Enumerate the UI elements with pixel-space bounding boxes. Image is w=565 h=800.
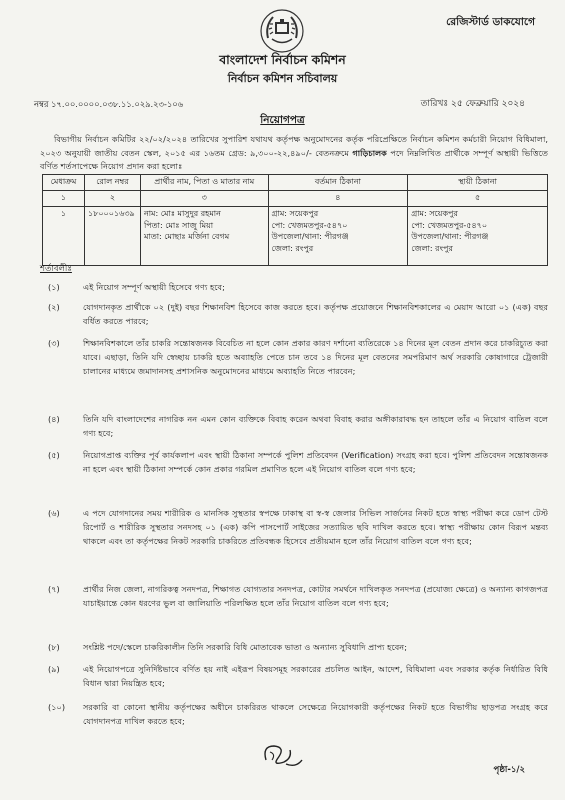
intro-text: বিভাগীয় নির্বাচন কমিটির ২২/০২/২০২৪ তারিখের সুপারিশ যথাযথ কর্তৃপক্ষ অনুমোদনের কর্তৃক পরিপ্রেক্ষিতে নির্বাচন কমিশন কর্মচারী নিয়োগ বিধিমালা, ২০২৩ অনুযায়ী জাতীয় বেতন স্কেল, ২০১৫ এর ১৬তম গ্রেড: ৯,৩০০-২২,৪৯০/- xyxy=(40,134,548,158)
address-line: উপজেলা/থানা: পীরগঞ্জ xyxy=(271,232,349,241)
conditions-title: শর্তাবলীঃ xyxy=(40,264,72,274)
condition-text: নিয়োগপ্রাপ্ত ব্যক্তির পূর্ব কার্যকলাপ এবং স্থায়ী ঠিকানা সম্পর্কে পুলিশ প্রতিবেদন (Verification) সংগ্রহ করা হবে। পুলিশ প্রতিবেদন সন্তোষজনক না হলে এবং স্থায়ী ঠিকানা সম্পর্কে কোন প্রকার গরমিল প্রমাণিত হলে এই নিয়োগ বাতিল বলে গণ্য হবে; xyxy=(83,450,548,474)
condition-number: (৪) xyxy=(48,414,60,424)
condition-number: (১০) xyxy=(48,702,66,712)
condition-item xyxy=(48,582,548,610)
condition-item xyxy=(48,336,548,378)
address-line: জেলা: রংপুর xyxy=(411,243,453,253)
page-number: পৃষ্ঠা-১/২ xyxy=(493,765,525,775)
col-number: ২ xyxy=(84,191,140,207)
candidate-name: নাম: মোঃ মাসুদুর রহমান xyxy=(143,209,221,218)
signature-mark xyxy=(256,738,306,772)
father-name: পিতা: মোঃ সাজু মিয়া xyxy=(143,220,214,230)
post-name: গাড়িচালক xyxy=(352,147,387,158)
condition-number: (৮) xyxy=(48,642,60,652)
condition-text: এ পদে যোগদানের সময় শারীরিক ও মানসিক সুস্থতার স্বপক্ষে ঢাকাস্থ বা স্ব-স্ব জেলার সিভিল সার্জনের নিকট হতে স্বাস্থ্য পরীক্ষা করে ডোপ টেস্ট রিপোর্ট ও শারীরিক সুস্থতার সনদসহ ০১ (এক) কপি পাসপোর্ট সাইজের সত্যায়িত ছবি দাখিল করতে হবে। স্বাস্থ্য পরীক্ষায় কোন বিরূপ মন্তব্য থাকলে এবং তা কর্তৃপক্ষের নিকট সরকারি চাকরিতে প্রতিবন্ধক হিসেবে প্রতীয়মান হলে তাঁর নিয়োগ বাতিল বলে গণ্য হবে; xyxy=(83,508,548,546)
col-number: ৩ xyxy=(140,191,268,207)
condition-text: সরকারি বা কোনো স্থানীয় কর্তৃপক্ষের অধীনে চাকরিরত থাকলে সেক্ষেত্রে নিয়োগকারী কর্তৃপক্ষের নিকট হতে বিভাগীয় ছাড়পত্র সংগ্রহ করে যোগদানপত্র দাখিল করতে হবে; xyxy=(83,702,548,726)
condition-number: (৯) xyxy=(48,664,60,674)
condition-item xyxy=(48,662,548,690)
intro-paragraph xyxy=(40,133,548,174)
table-row xyxy=(43,207,548,266)
condition-number: (৭) xyxy=(48,584,60,594)
condition-text: এই নিয়োগ সম্পূর্ণ অস্থায়ী হিসেবে গণ্য হবে; xyxy=(83,282,225,292)
organization-name: বাংলাদেশ নির্বাচন কমিশন xyxy=(219,52,346,67)
address-line: জেলা: রংপুর xyxy=(271,243,314,253)
header-merit: মেধাক্রম xyxy=(43,175,85,191)
registered-post-label: রেজিস্টার্ড ডাকযোগে xyxy=(446,16,535,28)
condition-text: তিনি যদি বাংলাদেশের নাগরিক নন এমন কোন ব্যক্তিকে বিবাহ করেন অথবা বিবাহ করার অঙ্গীকারাবদ্ধ হন তাহলে তাঁর এ নিয়োগ বাতিল বলে গণ্য হবে; xyxy=(83,414,548,438)
permanent-address-cell xyxy=(408,207,548,266)
condition-text: প্রার্থীর নিজ জেলা, নাগরিকত্ব সনদপত্র, শিক্ষাগত যোগ্যতার সনদপত্র, কোটার সমর্থনে দাখিলকৃত সনদপত্র (প্রযোজ্য ক্ষেত্রে) ও অন্যান্য কাগজপত্র যাচাইয়ান্তে কোন ধরণের ভুল বা জালিয়াতি পরিলক্ষিত হলে তাঁর নিয়োগ বাতিল বলে গণ্য হবে; xyxy=(83,584,548,608)
mother-name: মাতা: মোছাঃ মর্জিনা বেগম xyxy=(143,232,230,241)
government-seal-icon xyxy=(259,8,305,54)
condition-item xyxy=(48,506,548,548)
condition-item xyxy=(48,700,548,728)
organization-subtitle: নির্বাচন কমিশন সচিবালয় xyxy=(227,72,338,85)
roll-cell: ১৮০০০১৬৩৯ xyxy=(84,207,140,266)
condition-number: (৩) xyxy=(48,338,60,348)
col-number: ১ xyxy=(43,191,85,207)
condition-text: যোগদানকৃত প্রার্থীকে ০২ (দুই) বছর শিক্ষানবিশ হিসেবে কাজ করতে হবে। কর্তৃপক্ষ প্রয়োজনে শিক্ষানবিশকালের এ মেয়াদ আরো ০১ (এক) বছর বর্ধিত করতে পারবে; xyxy=(83,302,548,326)
table-number-row xyxy=(43,191,548,207)
condition-item xyxy=(48,448,548,476)
condition-item xyxy=(48,280,548,294)
condition-text: সংশ্লিষ্ট পদে/স্কেলে চাকরিকালীন তিনি সরকারি বিধি মোতাবেক ভাতা ও অন্যান্য সুবিধাদি প্রাপ্য হবেন; xyxy=(83,642,407,652)
appointment-table xyxy=(42,174,548,266)
address-line: উপজেলা/থানা: পীরগঞ্জ xyxy=(411,232,489,241)
header-permanent-address: স্থায়ী ঠিকানা xyxy=(408,175,548,191)
document-title: নিয়োগপত্র xyxy=(260,114,305,126)
header-name: প্রার্থীর নাম, পিতা ও মাতার নাম xyxy=(140,175,268,191)
condition-item xyxy=(48,640,548,654)
header-present-address: বর্তমান ঠিকানা xyxy=(268,175,408,191)
condition-number: (২) xyxy=(48,302,60,312)
condition-number: (১) xyxy=(48,282,60,292)
col-number: ৪ xyxy=(268,191,408,207)
intro-prefix: বেতনক্রমে xyxy=(315,147,353,158)
condition-item xyxy=(48,300,548,328)
issue-date: তারিখঃ ২৫ ফেব্রুয়ারি ২০২৪ xyxy=(420,99,525,109)
address-line: পো: খেজমতপুর-৫৪৭০ xyxy=(411,220,488,230)
memo-number: নম্বর ১৭.০০.০০০০.০৩৮.১১.০২৯.২৩-১০৬ xyxy=(34,99,184,109)
col-number: ৫ xyxy=(408,191,548,207)
present-address-cell xyxy=(268,207,408,266)
name-cell xyxy=(140,207,268,266)
condition-number: (৬) xyxy=(48,508,60,518)
table-header-row xyxy=(43,175,548,191)
header-roll: রোল নম্বর xyxy=(84,175,140,191)
address-line: গ্রাম: সয়েকপুর xyxy=(411,209,458,218)
intro-suffix: পদে নিম্নলিখিত প্রার্থীকে সম্পূর্ণ অস্থায়ী ভিত্তিতে বর্ণিত শর্তসাপেক্ষে নিয়োগ প্রদান করা হলোঃ xyxy=(40,147,548,171)
condition-number: (৫) xyxy=(48,450,60,460)
condition-item xyxy=(48,412,548,440)
address-line: পো: খেজমতপুর-৫৪৭০ xyxy=(271,220,348,230)
merit-cell: ১ xyxy=(43,207,85,266)
condition-text: এই নিয়োগপত্রে সুনির্দিষ্টভাবে বর্ণিত হয় নাই এইরূপ বিষয়সমূহ সরকারের প্রচলিত আইন, আদেশ, বিধিমালা এবং সরকার কর্তৃক নির্ধারিত বিধি বিধান দ্বারা নিয়ন্ত্রিত হবে; xyxy=(83,664,548,688)
address-line: গ্রাম: সয়েকপুর xyxy=(271,209,319,218)
condition-text: শিক্ষানবিশকালে তাঁর চাকরি সন্তোষজনক বিবেচিত না হলে কোন প্রকার কারণ দর্শানো ব্যতিরেকে ১৪ দিনের মূল বেতন প্রদান করে চাকরিচ্যুত করা যাবে। এছাড়া, তিনি যদি স্বেচ্ছায় চাকরি হতে অব্যাহতি পেতে চান তবে ১৪ দিনের মূল বেতনের সমপরিমাণ অর্থ সরকারি কোষাগারে ট্রেজারী চালানের মাধ্যমে জমাদানসহ প্রশাসনিক অনুমোদনের মাধ্যমে অব্যাহতি নিতে পারবেন; xyxy=(83,338,548,376)
